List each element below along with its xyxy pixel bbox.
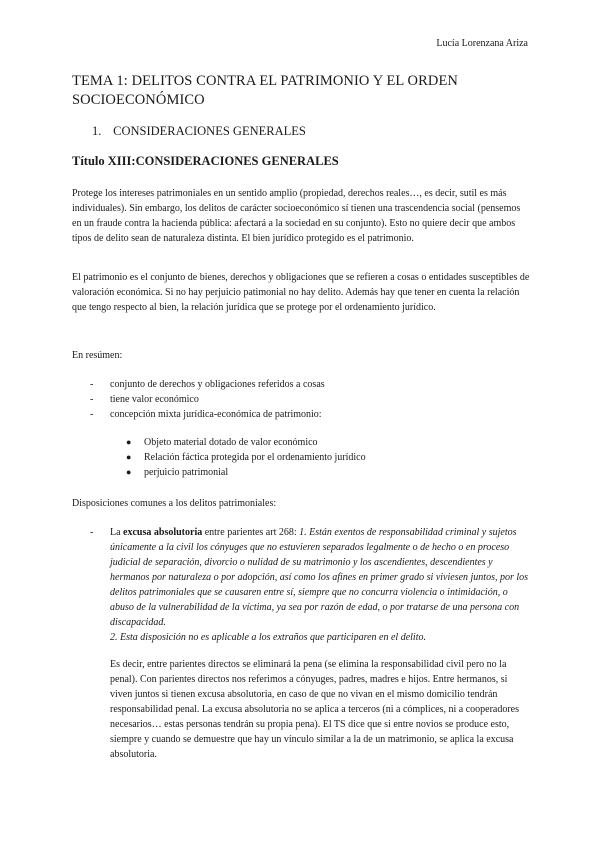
paragraph-explanation: Es decir, entre parientes directos se eliminará la pena (se elimina la responsabilidad civil pero no la penal). Con parientes directos nos referimos a cónyuges, padres, madres e hijos. Entre hermanos, si viven juntos si tienen excusa absolutoria, en caso de que no vivan en el mismo domicilio tendrán responsabilidad penal. La excusa absolutoria no se aplica a terceros (ni a cómplices, ni a cooperadores necesarios… estas personas tendrán su propia pena). El TS dice que si entre novios se produce esto, siempre y cuando se demuestre que hay un vínculo similar a la de un matrimonio, se aplica la excusa absolutoria. [110, 659, 520, 760]
common-provisions-label: Disposiciones comunes a los delitos patrimoniales: [72, 498, 277, 509]
bullet-icon: ● [126, 467, 132, 477]
author-header: Lucía Lorenzana Ariza [436, 38, 528, 49]
section-number: 1. [92, 124, 102, 138]
excusa-bold: excusa absolutoria [123, 527, 203, 538]
list-item: ● perjuicio patrimonial [126, 467, 229, 478]
bullet-list [126, 435, 526, 480]
list-item: - conjunto de derechos y obligaciones referidos a cosas [90, 379, 325, 390]
bullet-icon: ● [126, 437, 132, 447]
excusa-text: La excusa absolutoria entre parientes art 268: 1. Están exentos de responsabilidad criminal y sujetos únicamente a la civil los cónyuges que no estuvieren separados legalmente o de hecho o en proceso judicial de separación, divorcio o nulidad de su matrimonio y los ascendientes, descendientes y hermanos por naturaleza o por adopción, así como los afines en primer grado si viviesen juntos, por los delitos patrimoniales que se causaren entre sí, siempre que no concurra violencia o intimidación, o abuso de la vulnerabilidad de la víctima, ya sea por razón de edad, o por tratarse de una persona con discapacidad. 2. Esta disposición no es aplicable a los extraños que participaren en el delito. [110, 527, 529, 643]
subheading-label: CONSIDERACIONES GENERALES [135, 154, 339, 168]
list-item: - tiene valor económico [90, 394, 199, 405]
list-item: ● Objeto material dotado de valor económico [126, 437, 318, 448]
subheading-prefix: Título XIII: [72, 154, 136, 168]
dash-marker: - [90, 394, 94, 405]
subheading [72, 154, 339, 169]
list-item: - concepción mixta jurídica-económica de patrimonio: [90, 409, 322, 420]
article-quote-2: 2. Esta disposición no es aplicable a los extraños que participaren en el delito. [110, 632, 426, 643]
bullet-icon: ● [126, 452, 132, 462]
list-item: ● Relación fáctica protegida por el ordenamiento jurídico [126, 452, 366, 463]
dash-marker: - [90, 527, 94, 538]
article-quote-1: 1. Están exentos de responsabilidad criminal y sujetos únicamente a la civil los cónyuges que no estuvieren separados legalmente o de hecho o en proceso judicial de separación, divorcio o nulidad de su matrimonio y los ascendientes, descendientes y hermanos por naturaleza o por adopción, así como los afines en primer grado si viviesen juntos, por los delitos patrimoniales que se causaren entre sí, siempre que no concurra violencia o intimidación, o abuso de la vulnerabilidad de la víctima, ya sea por razón de edad, o por tratarse de una persona con discapacidad. [110, 527, 529, 628]
section-label: CONSIDERACIONES GENERALES [113, 124, 306, 138]
summary-label: En resúmen: [72, 350, 123, 361]
section-heading [92, 124, 306, 139]
excusa-absolutoria-item [90, 525, 530, 645]
dash-marker: - [90, 379, 94, 390]
dash-list [90, 377, 510, 422]
page-title: TEMA 1: DELITOS CONTRA EL PATRIMONIO Y EL ORDEN SOCIOECONÓMICO [72, 73, 458, 108]
paragraph-2: El patrimonio es el conjunto de bienes, derechos y obligaciones que se refieren a cosas o entidades susceptibles de valoración económica. Si no hay perjuicio patimonial no hay delito. Además hay que tener en cuenta la relación que tengo respecto al bien, la relación jurídica que se protege por el ordenamiento jurídico. [72, 272, 530, 313]
paragraph-1: Protege los intereses patrimoniales en un sentido amplio (propiedad, derechos reales…, es decir, sutil es más individuales). Sin embargo, los delitos de carácter socioeconómico sí tienen una trascendencia social (pensemos en un fraude contra la hacienda pública: afectará a la sociedad en su conjunto). Esto no quiere decir que ambos tipos de delito sean de naturaleza distinta. El bien jurídico protegido es el patrimonio. [72, 188, 521, 244]
dash-marker: - [90, 409, 94, 420]
